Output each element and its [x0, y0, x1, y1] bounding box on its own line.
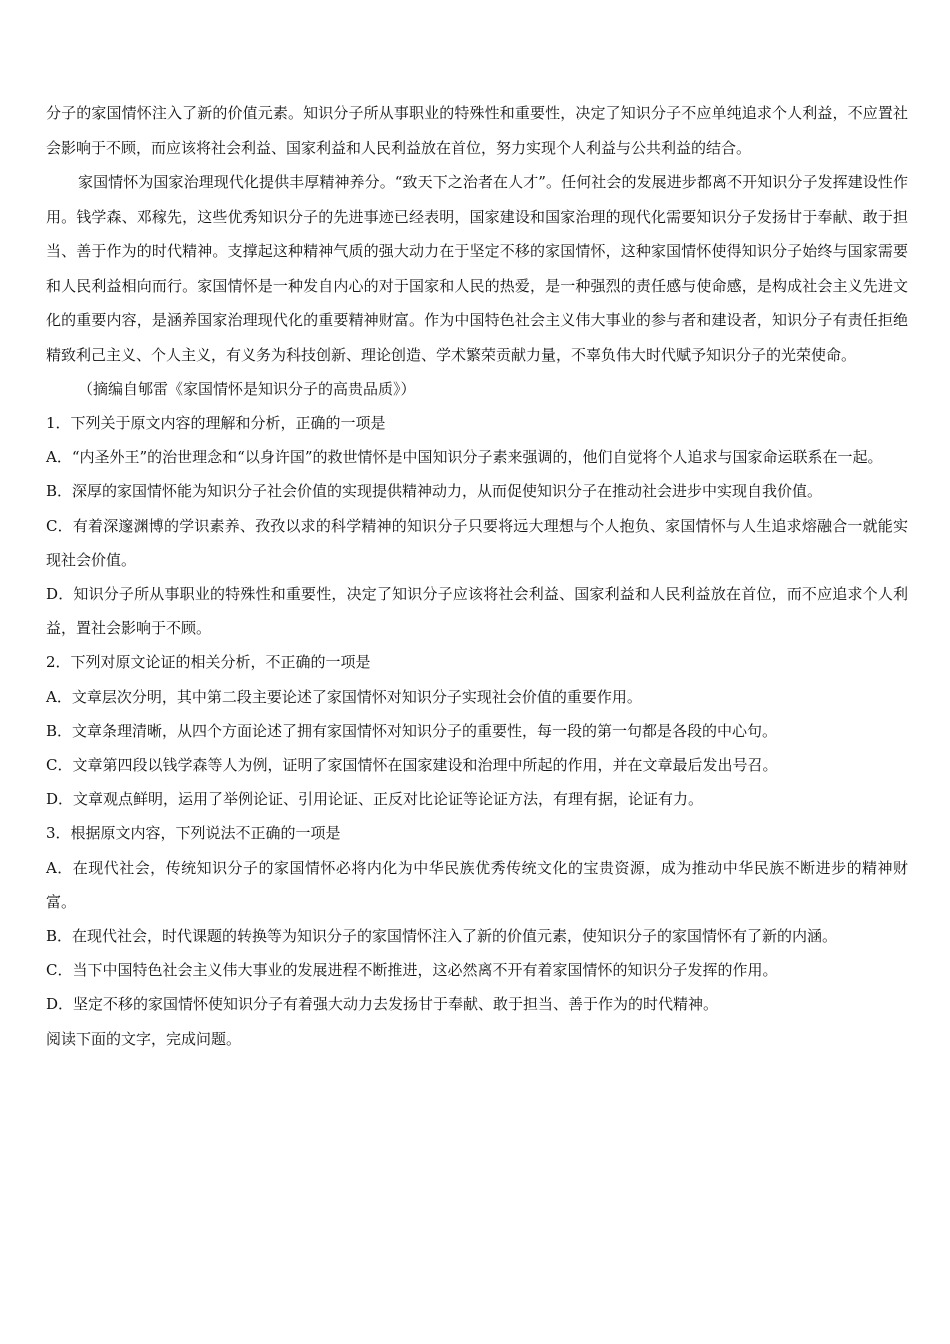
exam-page	[46, 96, 908, 1056]
option-letter: C．	[46, 516, 73, 535]
passage-paragraph-2: 家国情怀为国家治理现代化提供丰厚精神养分。“致天下之治者在人才”。任何社会的发展进步都离不开知识分子发挥建设性作用。钱学森、邓稼先，这些优秀知识分子的先进事迹已经表明，国家建设和国家治理的现代化需要知识分子发扬甘于奉献、敢于担当、善于作为的时代精神。支撑起这种精神气质的强大动力在于坚定不移的家国情怀，这种家国情怀使得知识分子始终与国家需要和人民利益相向而行。家国情怀是一种发自内心的对于国家和人民的热爱，是一种强烈的责任感与使命感，是构成社会主义先进文化的重要内容，是涵养国家治理现代化的重要精神财富。作为中国特色社会主义伟大事业的参与者和建设者，知识分子有责任拒绝精致利己主义、个人主义，有义务为科技创新、理论创造、学术繁荣贡献力量，不辜负伟大时代赋予知识分子的光荣使命。	[46, 173, 908, 364]
question-1	[46, 406, 908, 645]
question-3-option-a[interactable]	[46, 851, 908, 919]
option-letter: B．	[46, 482, 73, 501]
option-text: 有着深邃渊博的学识素养、孜孜以求的科学精神的知识分子只要将远大理想与个人抱负、家国情怀与人生追求熔融合一就能实现社会价值。	[46, 516, 908, 569]
question-3-option-b[interactable]	[46, 919, 908, 953]
option-letter: A．	[46, 687, 72, 706]
question-2-option-b[interactable]	[46, 714, 908, 748]
question-1-option-d[interactable]	[46, 577, 908, 645]
option-text: 文章条理清晰，从四个方面论述了拥有家国情怀对知识分子的重要性，每一段的第一句都是各段的中心句。	[72, 721, 778, 740]
option-letter: D．	[46, 585, 74, 604]
question-2-option-a[interactable]	[46, 680, 908, 714]
option-text: 文章层次分明，其中第二段主要论述了家国情怀对知识分子实现社会价值的重要作用。	[71, 687, 642, 706]
option-text: 在现代社会，时代课题的转换等为知识分子的家国情怀注入了新的价值元素，使知识分子的家国情怀有了新的内涵。	[72, 927, 838, 946]
option-letter: A．	[46, 448, 72, 467]
question-3	[46, 816, 908, 1021]
option-text: 知识分子所从事职业的特殊性和重要性，决定了知识分子应该将社会利益、国家利益和人民利益放在首位，而不应追求个人利益，置社会影响于不顾。	[46, 585, 908, 638]
option-text: 文章观点鲜明，运用了举例论证、引用论证、正反对比论证等论证方法，有理有据，论证有力。	[73, 790, 704, 809]
question-3-stem: 3．根据原文内容，下列说法不正确的一项是	[46, 824, 341, 843]
question-3-option-c[interactable]	[46, 953, 908, 987]
question-2	[46, 645, 908, 816]
question-2-stem: 2．下列对原文论证的相关分析，不正确的一项是	[46, 653, 371, 672]
option-text: “内圣外王”的治世理念和“以身许国”的救世情怀是中国知识分子素来强调的，他们自觉将个人追求与国家命运联系在一起。	[71, 448, 883, 467]
question-1-stem: 1．下列关于原文内容的理解和分析，正确的一项是	[46, 414, 386, 432]
passage-paragraph-1: 分子的家国情怀注入了新的价值元素。知识分子所从事职业的特殊性和重要性，决定了知识分子不应单纯追求个人利益，不应置社会影响于不顾，而应该将社会利益、国家利益和人民利益放在首位，努力实现个人利益与公共利益的结合。	[46, 104, 908, 157]
option-text: 当下中国特色社会主义伟大事业的发展进程不断推进，这必然离不开有着家国情怀的知识分子发挥的作用。	[72, 961, 778, 980]
option-letter: A．	[46, 858, 73, 877]
option-letter: B．	[46, 927, 73, 946]
option-text: 文章第四段以钱学森等人为例，证明了家国情怀在国家建设和治理中所起的作用，并在文章最后发出号召。	[72, 756, 778, 775]
option-text: 在现代社会，传统知识分子的家国情怀必将内化为中华民族优秀传统文化的宝贵资源，成为推动中华民族不断进步的精神财富。	[46, 858, 908, 911]
option-text: 深厚的家国情怀能为知识分子社会价值的实现提供精神动力，从而促使知识分子在推动社会进步中实现自我价值。	[72, 482, 823, 501]
option-text: 坚定不移的家国情怀使知识分子有着强大动力去发扬甘于奉献、敢于担当、善于作为的时代精神。	[73, 995, 719, 1014]
option-letter: C．	[46, 961, 73, 980]
question-2-option-c[interactable]	[46, 748, 908, 782]
question-1-option-a[interactable]	[46, 440, 908, 474]
passage-source: （摘编自郇雷《家国情怀是知识分子的高贵品质》）	[78, 380, 416, 398]
reading-instruction: 阅读下面的文字，完成问题。	[46, 1029, 242, 1048]
question-1-option-c[interactable]	[46, 509, 908, 577]
question-1-option-b[interactable]	[46, 474, 908, 508]
option-letter: D．	[46, 790, 74, 809]
option-letter: B．	[46, 721, 73, 740]
option-letter: C．	[46, 756, 73, 775]
question-2-option-d[interactable]	[46, 782, 908, 816]
option-letter: D．	[46, 995, 74, 1014]
question-3-option-d[interactable]	[46, 987, 908, 1021]
